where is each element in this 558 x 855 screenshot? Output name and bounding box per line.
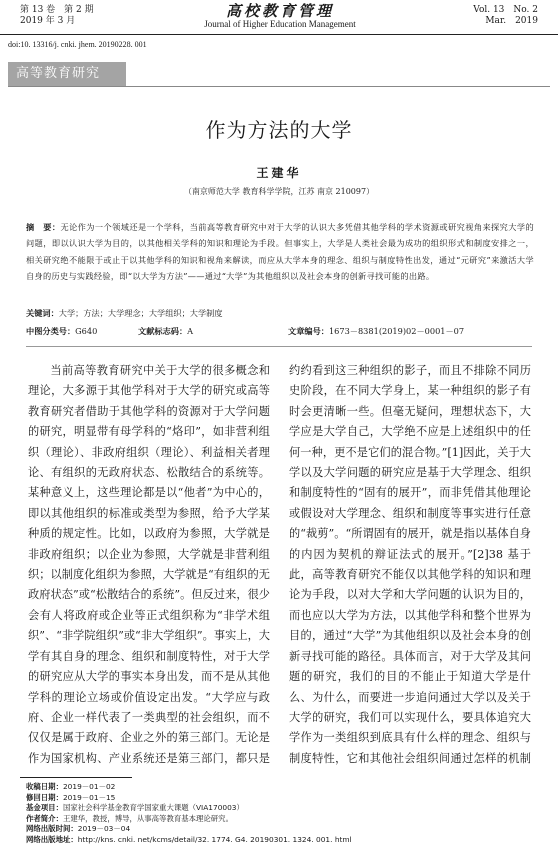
header-volume-en: Vol. 13 No. 2 bbox=[473, 5, 538, 15]
footnote-online-time: 网络出版时间：2019－03－04 bbox=[26, 824, 131, 834]
header-volume: 第 13 卷 第 2 期 bbox=[20, 5, 94, 15]
doi: doi:10. 13316/j. cnki. jhem. 20190228. 001 bbox=[8, 40, 147, 49]
article-number: 文章编号：1673－8381(2019)02－0001－07 bbox=[288, 326, 465, 336]
section-banner: 高等教育研究 bbox=[8, 62, 126, 86]
body-column-left bbox=[28, 361, 270, 771]
footnote-revised: 修回日期：2019－01－15 bbox=[26, 792, 116, 802]
author-affiliation: （南京师范大学 教育科学学院，江苏 南京 210097） bbox=[183, 187, 375, 196]
keywords bbox=[26, 307, 534, 319]
section-rule bbox=[8, 86, 550, 87]
footnote-received: 收稿日期：2019－01－02 bbox=[26, 782, 116, 791]
body-paragraph: 约约看到这三种组织的影子，而且不排除不同历史阶段，在不同大学身上，某一种组织的影子有时会更清晰一些。但毫无疑问，理想状态下，大学应是大学自己，大学绝不应是上述组织中的任何一种，更不是它们的混合物。”[1]因此，关于大学以及大学问题的研究应是基于大学理念、组织和制度特性的“固有的展开”，而非凭借其他理论或假设对大学理念、组织和制度等事实进行任意的“裁剪”。“所谓固有的展开，就是指以基体自身的内因为契机的辩证法式的展开。”[2]38 基于此，高等教育研究不能仅以其他学科的知识和理论为手段，以对大学和大学问题的认识为目的，而也应以大学为方法，以其他学科和整个世界为目的，通过“大学”为其他组织以及社会本身的创新寻找可能的路径。具体而言，对于大学及其问题的研究，我们的目的不能止于知道大学是什么、为什么，而要进一步追问通过大学以及关于大学的研究，我们可以实现什么，要具体追究大学作为一类组织到底具有什么样的理念、组织与制度特性，它和其他社会组织间通过怎样的机制 bbox=[289, 364, 531, 765]
journal-title-cn: 高校教育管理 bbox=[225, 2, 334, 20]
abstract-label: 摘 要： bbox=[26, 222, 61, 232]
footnote-rule bbox=[20, 777, 132, 778]
keywords-label: 关键词： bbox=[26, 308, 59, 318]
header-volume-info bbox=[20, 5, 94, 27]
footnote-author-bio: 作者简介：王建华，教授，博导，从事高等教育基本理论研究。 bbox=[26, 813, 233, 823]
header-date: 2019 年 3 月 bbox=[20, 16, 76, 26]
footnotes bbox=[26, 782, 536, 846]
body-paragraph: 当前高等教育研究中关于大学的很多概念和理论，大多源于其他学科对于大学的研究或高等教育研究者借助于其他学科的资源对于大学问题的研究，明显带有母学科的“烙印”，如非营利组织（理论）、非政府组织（理论）、利益相关者理论、有组织的无政府状态、松散结合的系统等。某种意义上，这些理论都是以“他者”为中心的，即以其他组织的标准或类型为参照，给予大学某种质的规定性。比如，以政府为参照，大学就是非政府组织；以企业为参照，大学就是非营利组织；以制度化组织为参照，大学就是“有组织的无政府状态”或“松散结合的系统”。但反过来，很少会有人将政府或企业等正式组织称为“非学术组织”、“非学院组织”或“非大学组织”。事实上，大学有其自身的理念、组织和制度特性，对于大学的研究应从大学的事实本身出发，而不是从其他学科的理论立场或价值设定出发。“大学应与政府、企业一样代表了一类典型的社会组织，而不仅仅是属于政府、企业之外的第三部门。无论是作为国家机构、产业系统还是第三部门，都只是 bbox=[28, 364, 270, 765]
article-author: 王建华 bbox=[256, 166, 302, 180]
abstract-text: 无论作为一个领域还是一个学科，当前高等教育研究中对于大学的认识大多凭借其他学科的学术资源或研究视角来探究大学的问题，即以认识大学为目的，以其他相关学科的知识和理论为手段。但事实上，大学是人类社会最为成功的组织形式和制度安排之一，相关研究绝不能限于或止于以其他学科的知识和视角来解读，而应从大学本身的理念、组织与制度特性出发，通过“元研究”来激活大学自身的历史与实践经验，即“以大学为方法”——通过“大学”为其他组织以及社会本身的创新寻找可能的出路。 bbox=[26, 222, 534, 282]
journal-title-en: Journal of Higher Education Management bbox=[204, 19, 356, 29]
journal-masthead bbox=[150, 3, 410, 30]
header-rule bbox=[0, 34, 558, 35]
footnote-online-url: 网络出版地址：http://kns. cnki. net/kcms/detail/32. 1774. G4. 20190301. 1324. 001. html bbox=[26, 834, 352, 844]
keywords-text: 大学；方法；大学理念；大学组织；大学制度 bbox=[58, 308, 223, 318]
header-date-en: Mar. 2019 bbox=[485, 16, 538, 26]
header-volume-info-en bbox=[473, 5, 538, 27]
article-title: 作为方法的大学 bbox=[205, 118, 353, 142]
document-code: 文献标志码：A bbox=[138, 326, 194, 336]
footnote-fund: 基金项目：国家社会科学基金教育学国家重大课题（VIA170003） bbox=[26, 803, 244, 813]
clc-number: 中图分类号：G640 bbox=[26, 326, 98, 336]
meta-rule bbox=[26, 346, 532, 347]
abstract bbox=[26, 219, 534, 285]
body-column-right bbox=[289, 361, 531, 771]
